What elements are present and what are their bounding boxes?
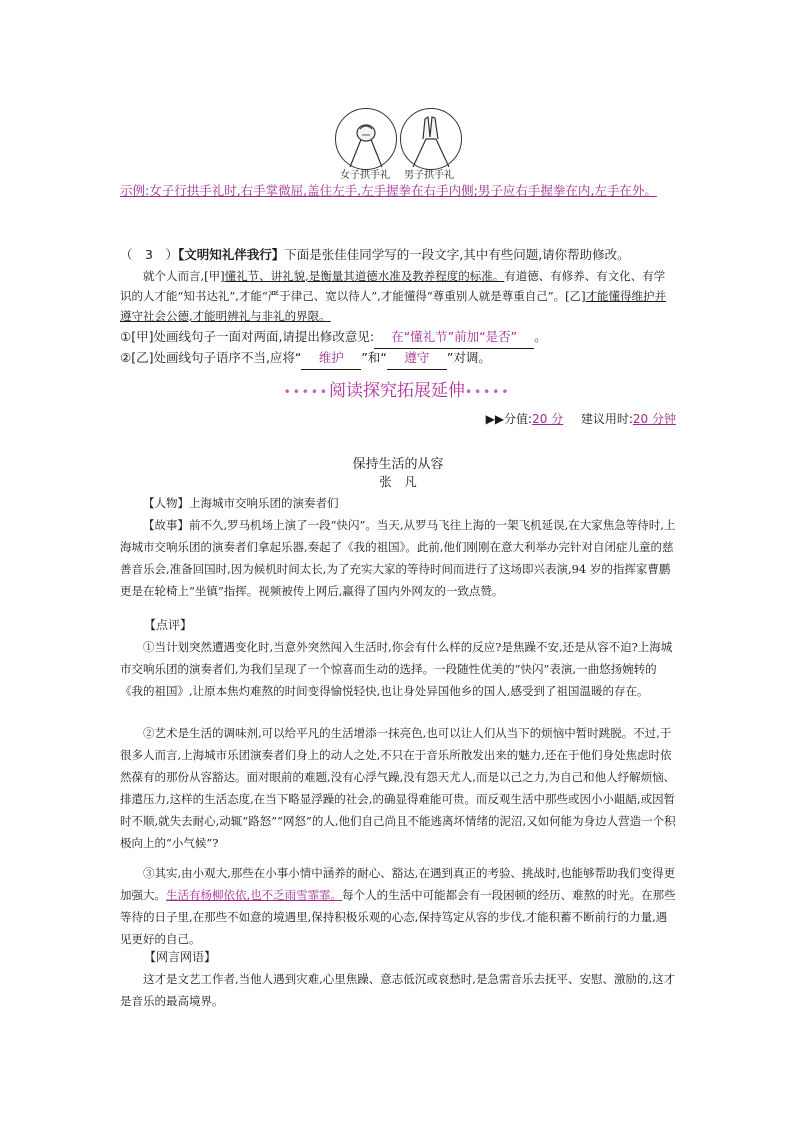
score-label: ▶▶分值: — [485, 412, 533, 426]
question-number: （ 3 ） — [120, 247, 178, 262]
article-title: 保持生活的从容 — [352, 457, 444, 472]
item1-prefix: ①[甲]处画线句子一面对两面,请提出修改意见: — [120, 329, 375, 344]
comment-paragraph-2: ②艺术是生活的调味剂,可以给平凡的生活增添一抹亮色,也可以让人们从当下的烦恼中暂时跳脱。不过,于很多人而言,上海城市乐团演奏者们身上的动人之处,不只在于音乐所散发出来的魅力,还在于他们身处焦虑时依然葆有的那份从容豁达。面对眼前的难题,没有心浮气躁,没有怨天尤人,而是以己之力,为自己和他人纾解烦恼、排遣压力,这样的生活态度,在当下略显浮躁的社会,的确显得难能可贵。而反观生活中那些或因小小龃龉,或因暂时不顺,就失去耐心,动辄“路怒”“网怒”的人,他们自己尚且不能逃离坏情绪的泥沼,又如何能为身边人营造一个积极向上的“小气候”? — [120, 726, 676, 850]
female-salute-caption: 女子拱手礼 — [340, 170, 390, 181]
net-tag: 【网言网语】 — [144, 950, 217, 964]
c3-part-b: 每个人的生活中可能都会有一段困顿的经历、难熬的时光。在那些等待的日子里,在那些不如意的境遇里,保持积极乐观的心态,保持笃定从容的步伐,才能积蓄不断前行的力量,遇见更好的自己。 — [120, 888, 676, 946]
comment-paragraph-3 — [120, 862, 676, 950]
question-3-item-1 — [120, 326, 676, 349]
question-3-header — [120, 244, 676, 266]
item1-answer: 在“懂礼节”前加“是否” — [374, 326, 534, 349]
item2-answer-1: 维护 — [301, 347, 361, 370]
item2-middle: ”和“ — [361, 350, 387, 365]
score-info — [470, 410, 676, 427]
score-value: 20 分 — [532, 412, 564, 426]
person-tag: 【人物】 — [143, 496, 189, 510]
passage-underline-jia: 懂礼节、讲礼貌,是衡量其道德水准及教养程度的标准。 — [224, 269, 505, 283]
banner-dots-left: ••••• — [283, 385, 329, 399]
passage-part-1: 就个人而言,[甲] — [143, 269, 225, 283]
comment-paragraph-1: ①当计划突然遭遇变化时,当意外突然闯入生活时,你会有什么样的反应?是焦躁不安,还是从容不迫?上海城市交响乐团的演奏者们,为我们呈现了一个惊喜而生动的选择。一段随性优美的“快闪”表演,一曲悠扬婉转的《我的祖国》,让原本焦灼难熬的时间变得愉悦轻快,也让身处异国他乡的国人,感受到了祖国温暖的存在。 — [120, 640, 673, 698]
article-story — [120, 514, 676, 602]
item1-suffix: 。 — [534, 329, 547, 344]
hands-icon — [401, 109, 461, 169]
hands-icon — [336, 109, 396, 169]
example-answer: 示例:女子行拱手礼时,右手掌微屈,盖住左手,左手握拳在右手内侧;男子应右手握拳在内,左手在外。 — [120, 183, 657, 198]
story-text: 前不久,罗马机场上演了一段“快闪”。当天,从罗马飞往上海的一架飞机延误,在大家焦急等待时,上海城市交响乐团的演奏者们拿起乐器,奏起了《我的祖国》。此前,他们刚刚在意大利举办完针对自闭症儿童的慈善音乐会,准备回国时,因为候机时间太长,为了充实大家的等待时间而进行了这场即兴表演,94 岁的指挥家曹鹏更是在轮椅上“坐镇”指挥。视频被传上网后,赢得了国内外网友的一致点赞。 — [120, 518, 676, 598]
article-author: 张 凡 — [379, 474, 417, 489]
question-3-passage — [120, 266, 676, 326]
time-label: 建议用时: — [580, 412, 633, 426]
question-prompt: 下面是张佳佳同学写的一段文字,其中有些问题,请你帮助修改。 — [284, 247, 630, 262]
passage-part-2: 有道德、有修养、有文化、有学识的人才能“知书达礼”,才能“严于律己、宽以待人”,才能懂得“尊重别人就是尊重自己”。[乙] — [120, 269, 666, 303]
banner-dots-right: ••••• — [465, 385, 511, 399]
comment-tag: 【点评】 — [144, 618, 193, 632]
male-salute-caption: 男子拱手礼 — [404, 170, 454, 181]
section-banner — [272, 376, 522, 401]
c3-marked-sentence: 生活有杨柳依依,也不乏雨雪霏霏。 — [166, 888, 343, 902]
item2-answer-2: 遵守 — [387, 347, 447, 370]
net-text: 这才是文艺工作者,当他人遇到灾难,心里焦躁、意志低沉或哀愁时,是急需音乐去抚平、安慰、激励的,这才是音乐的最高境界。 — [120, 972, 676, 1008]
time-value: 20 分钟 — [632, 412, 676, 426]
person-text: 上海城市交响乐团的演奏者们 — [189, 496, 339, 510]
male-salute-figure — [400, 108, 462, 170]
passage-underline-yi: 才能懂得维护并遵守社会公德,才能明辨礼与非礼的界限。 — [120, 289, 667, 323]
item2-suffix: ”对调。 — [446, 350, 491, 365]
article-person — [120, 492, 676, 514]
c3-part-a: ③其实,由小观大,那些在小事小情中涵养的耐心、豁达,在遇到真正的考验、挑战时,也能够帮助我们变得更加强大。 — [120, 866, 676, 902]
female-salute-figure — [335, 108, 397, 170]
story-tag: 【故事】 — [143, 518, 189, 532]
item2-prefix: ②[乙]处画线句子语序不当,应将“ — [120, 350, 302, 365]
question-tag: 【文明知礼伴我行】 — [177, 247, 285, 262]
question-3-item-2 — [120, 347, 676, 370]
section-title: 阅读探究拓展延伸 — [329, 381, 465, 401]
